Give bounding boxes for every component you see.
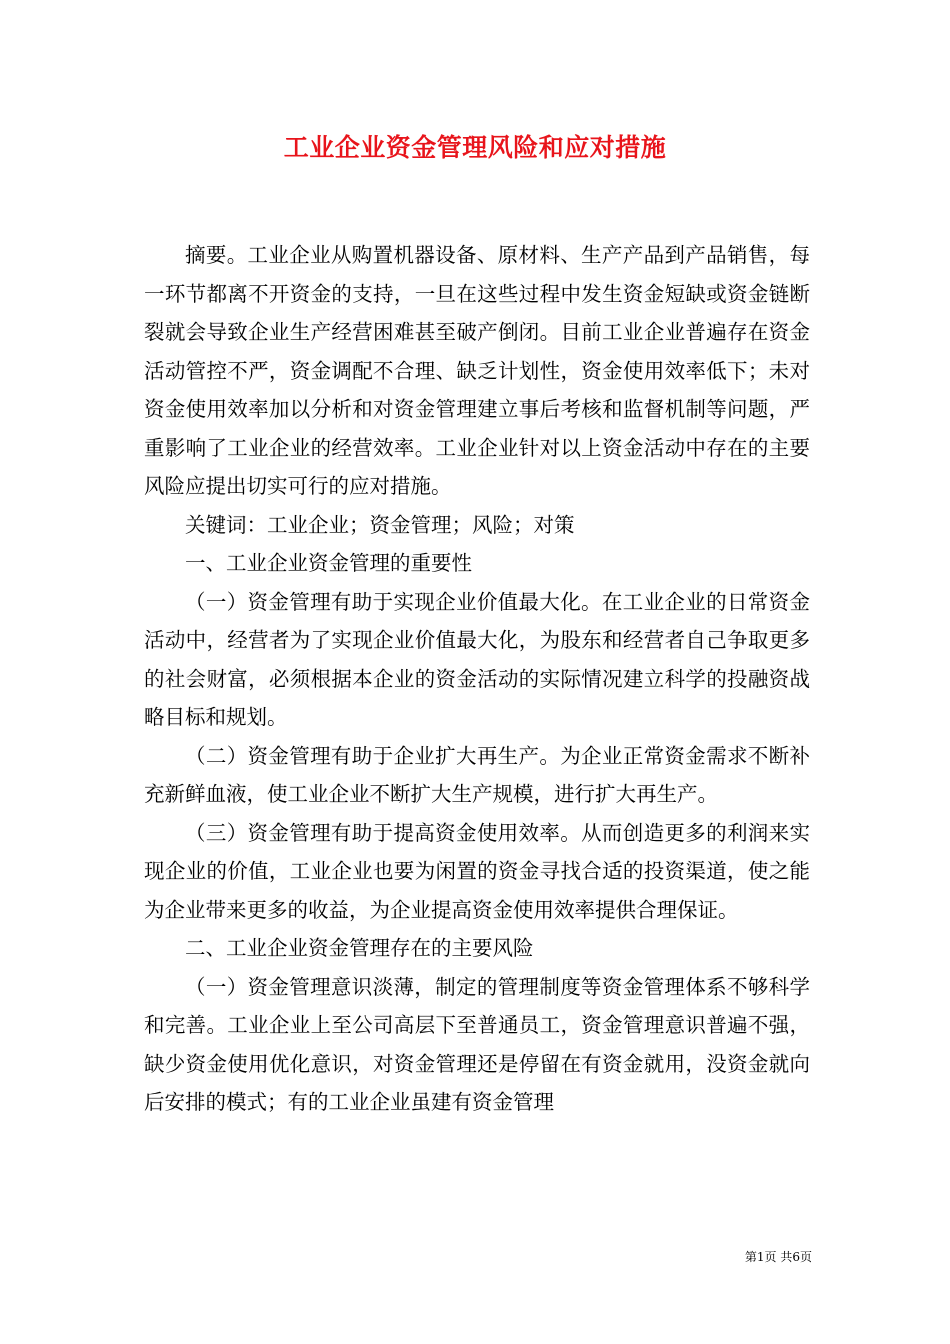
page-number-footer — [712, 1248, 812, 1265]
body-paragraph: （一）资金管理有助于实现企业价值最大化。在工业企业的日常资金活动中，经营者为了实现企业价值最大化，为股东和经营者自己争取更多的社会财富，必须根据本企业的资金活动的实际情况建立科学的投融资战略目标和规划。 — [144, 589, 810, 729]
body-paragraph: （一）资金管理意识淡薄，制定的管理制度等资金管理体系不够科学和完善。工业企业上至公司高层下至普通员工，资金管理意识普遍不强，缺少资金使用优化意识，对资金管理还是停留在有资金就用，没资金就向后安排的模式；有的工业企业虽建有资金管理 — [144, 974, 810, 1114]
document-body — [144, 236, 810, 1122]
body-paragraph: （三）资金管理有助于提高资金使用效率。从而创造更多的利润来实现企业的价值，工业企业也要为闲置的资金寻找合适的投资渠道，使之能为企业带来更多的收益，为企业提高资金使用效率提供合理保证。 — [144, 820, 810, 922]
footer-current-page: 1 — [756, 1250, 765, 1264]
document-title: 工业企业资金管理风险和应对措施 — [283, 133, 667, 162]
keywords-paragraph: 关键词：工业企业；资金管理；风险；对策 — [185, 512, 575, 537]
footer-suffix: 页 — [799, 1250, 812, 1264]
footer-total-pages: 6 — [792, 1250, 800, 1264]
body-paragraph: （二）资金管理有助于企业扩大再生产。为企业正常资金需求不断补充新鲜血液，使工业企业不断扩大生产规模，进行扩大再生产。 — [144, 743, 810, 806]
footer-middle: 页 共 — [764, 1250, 793, 1264]
footer-prefix: 第 — [744, 1250, 757, 1264]
abstract-paragraph: 摘要。工业企业从购置机器设备、原材料、生产产品到产品销售，每一环节都离不开资金的支持，一旦在这些过程中发生资金短缺或资金链断裂就会导致企业生产经营困难甚至破产倒闭。目前工业企业普遍存在资金活动管控不严，资金调配不合理、缺乏计划性，资金使用效率低下；未对资金使用效率加以分析和对资金管理建立事后考核和监督机制等问题，严重影响了工业企业的经营效率。工业企业针对以上资金活动中存在的主要风险应提出切实可行的应对措施。 — [144, 243, 810, 498]
section-heading-1: 一、工业企业资金管理的重要性 — [185, 551, 472, 575]
section-heading-2: 二、工业企业资金管理存在的主要风险 — [185, 936, 534, 960]
